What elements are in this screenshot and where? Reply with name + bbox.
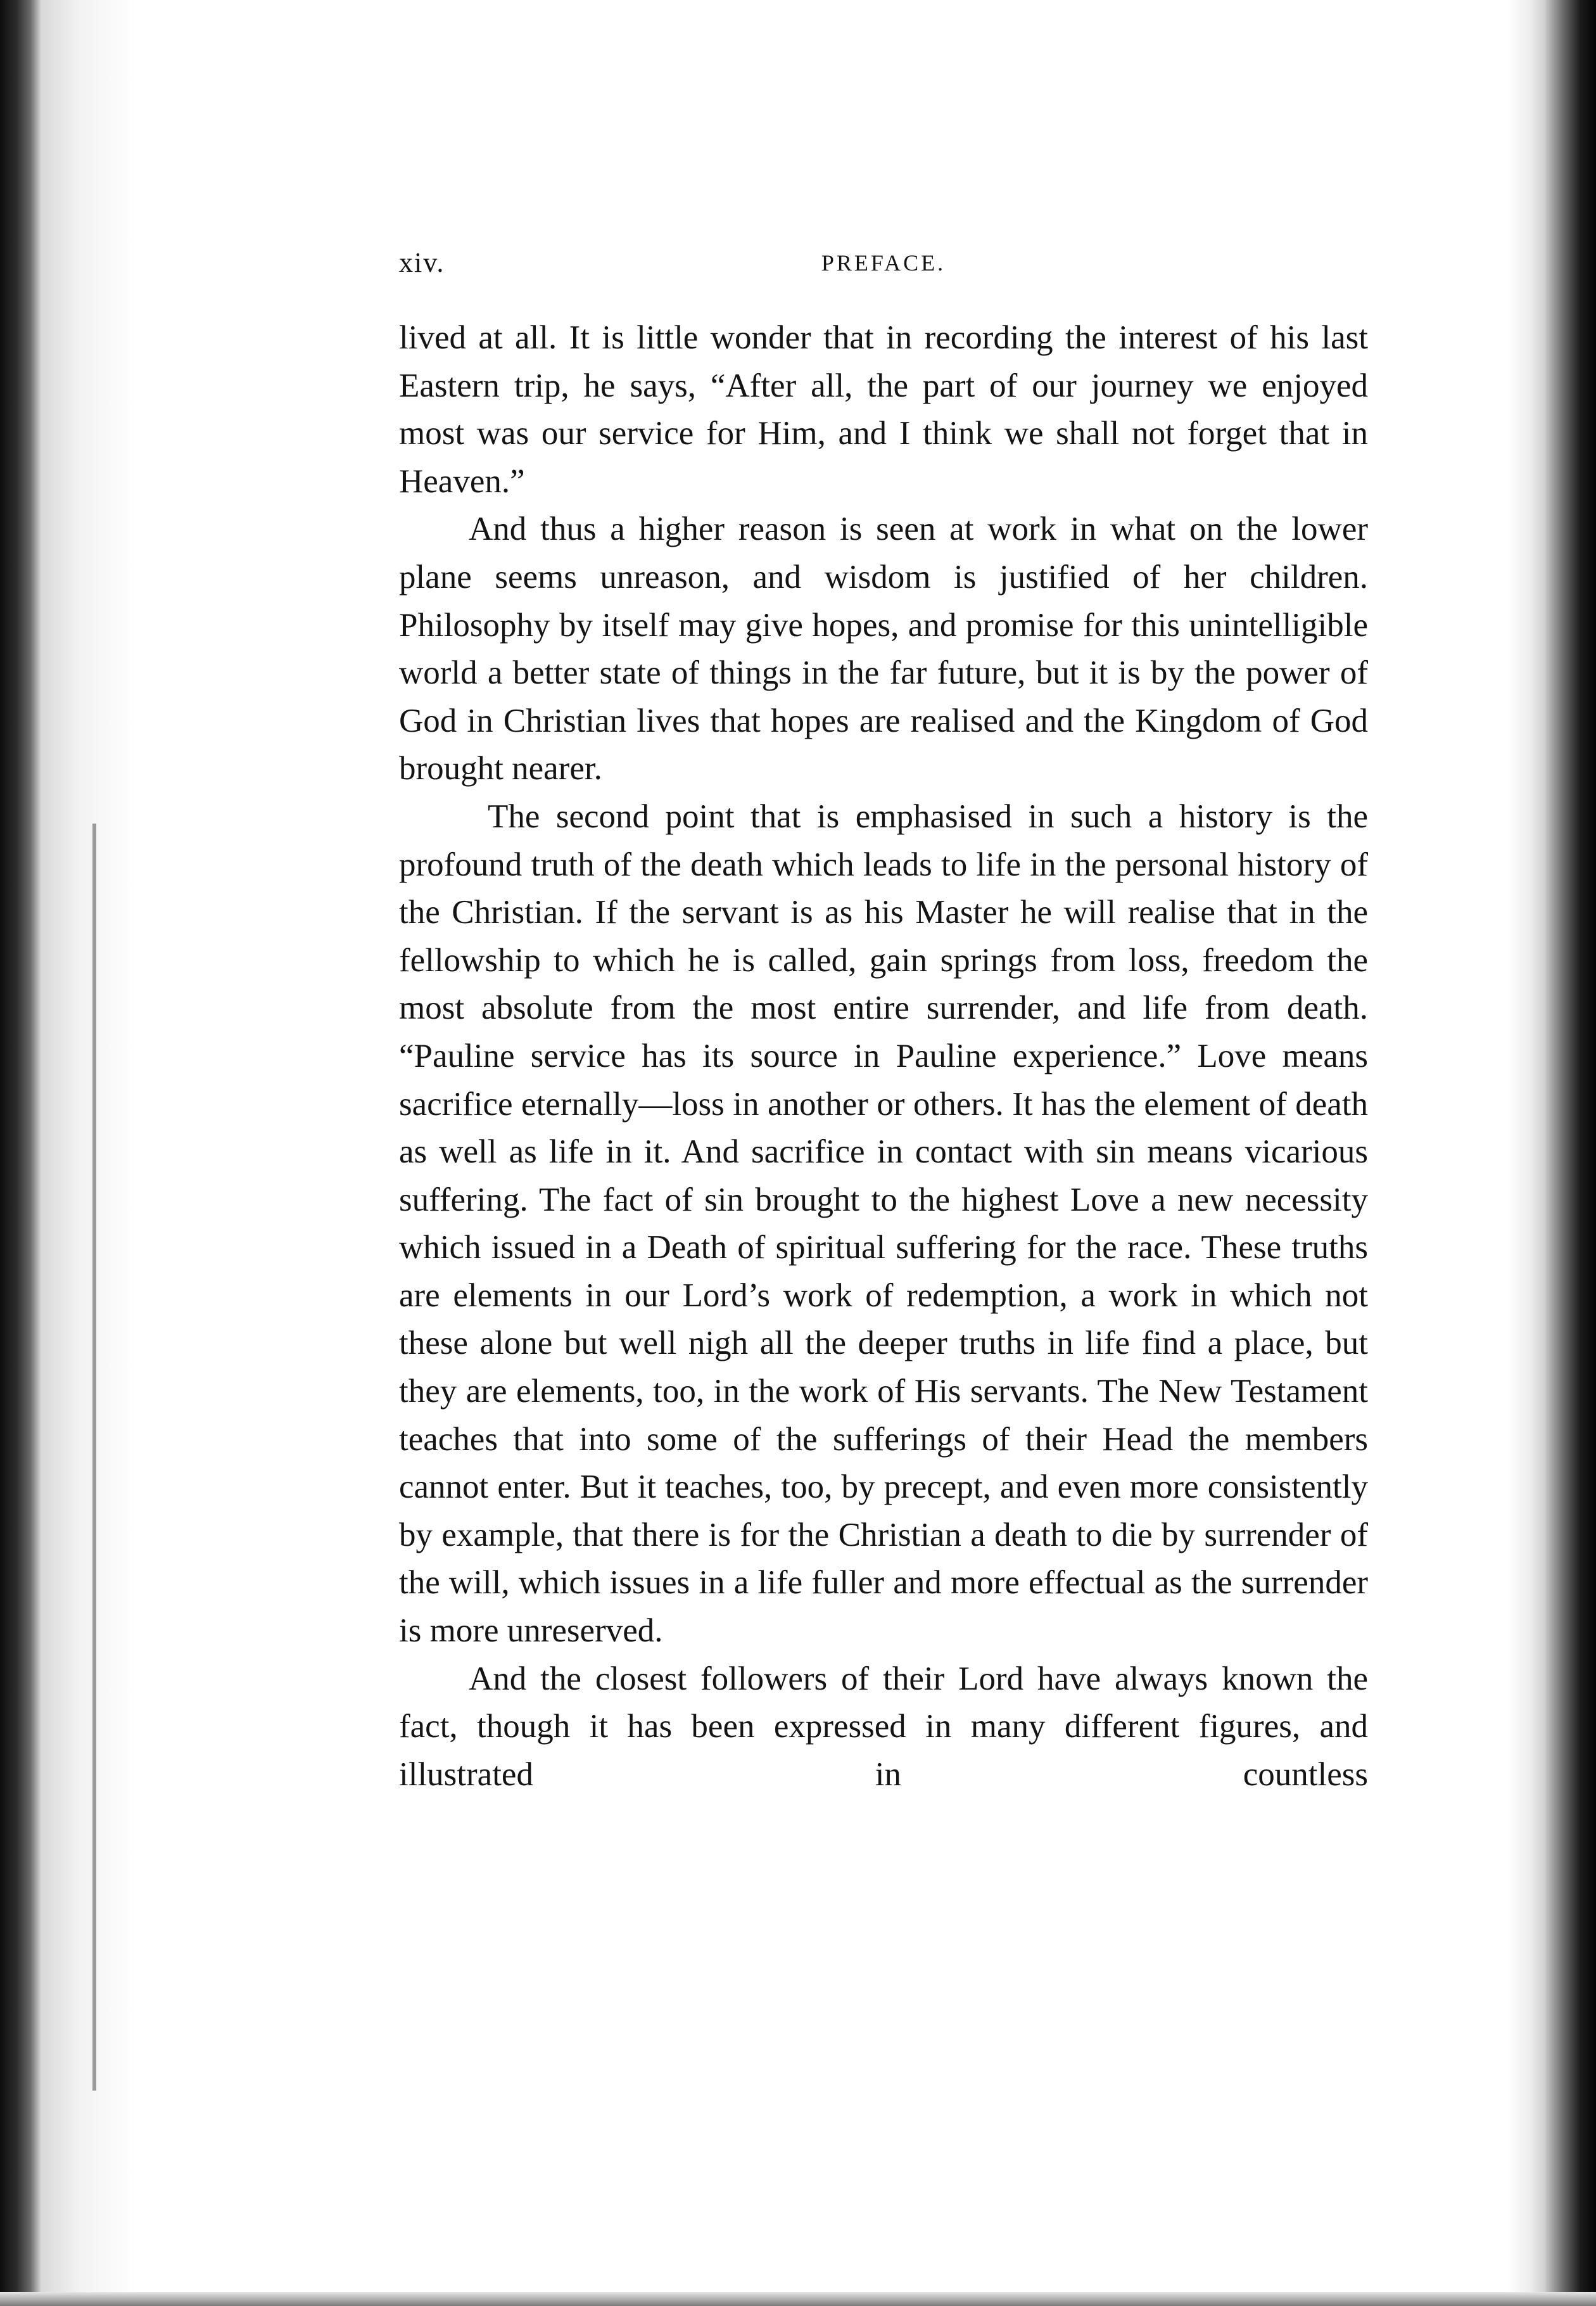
- paragraph: And thus a higher reason is seen at work in what on the lower plane seems unreason, and wisdom is justified of her children. Philosophy by itself may give hopes, and promise for this unintelligible world a better state of things in the far future, but it is by the power of God in Christian lives that hopes are realised and the Kingdom of God brought nearer.: [399, 511, 1368, 787]
- binding-shadow: [41, 0, 136, 2306]
- page-number: xiv.: [399, 247, 445, 278]
- fore-edge: [1545, 0, 1596, 2306]
- page-header: [399, 241, 1368, 285]
- bottom-edge: [0, 2292, 1596, 2306]
- page-crease: [92, 824, 96, 2091]
- paragraph-continued: lived at all. It is little wonder that in recording the interest of his last Eastern trip, he says, “After all, the part of our journey we enjoyed most was our service for Him, and I think we shall not forget that in Heaven.”: [399, 319, 1368, 500]
- fore-edge-shadow: [1507, 0, 1545, 2306]
- text-block: [399, 241, 1368, 1799]
- running-head: PREFACE.: [821, 250, 946, 276]
- paragraph: And the closest followers of their Lord have always known the fact, though it has been expressed in many different figures, and illustrated in countless: [399, 1660, 1368, 1793]
- paragraph: The second point that is emphasised in such a history is the profound truth of the death which leads to life in the personal history of the Christian. If the servant is as his Master he will realise that in the fellowship to which he is called, gain springs from loss, freedom the most absolute from the most entire surrender, and life from death. “Pauline service has its source in Pauline experience.” Love means sacrifice eternally—loss in another or others. It has the element of death as well as life in it. And sacrifice in contact with sin means vicarious suffering. The fact of sin brought to the highest Love a new necessity which issued in a Death of spiritual suffering for the race. These truths are elements in our Lord’s work of redemption, a work in which not these alone but well nigh all the deeper truths in life find a place, but they are elements, too, in the work of His servants. The New Testament teaches that into some of the sufferings of their Head the members cannot enter. But it teaches, too, by precept, and even more consistently by example, that there is for the Christian a death to die by surrender of the will, which issues in a life fuller and more effectual as the surrender is more unreserved.: [399, 798, 1368, 1650]
- binding-edge: [0, 0, 41, 2306]
